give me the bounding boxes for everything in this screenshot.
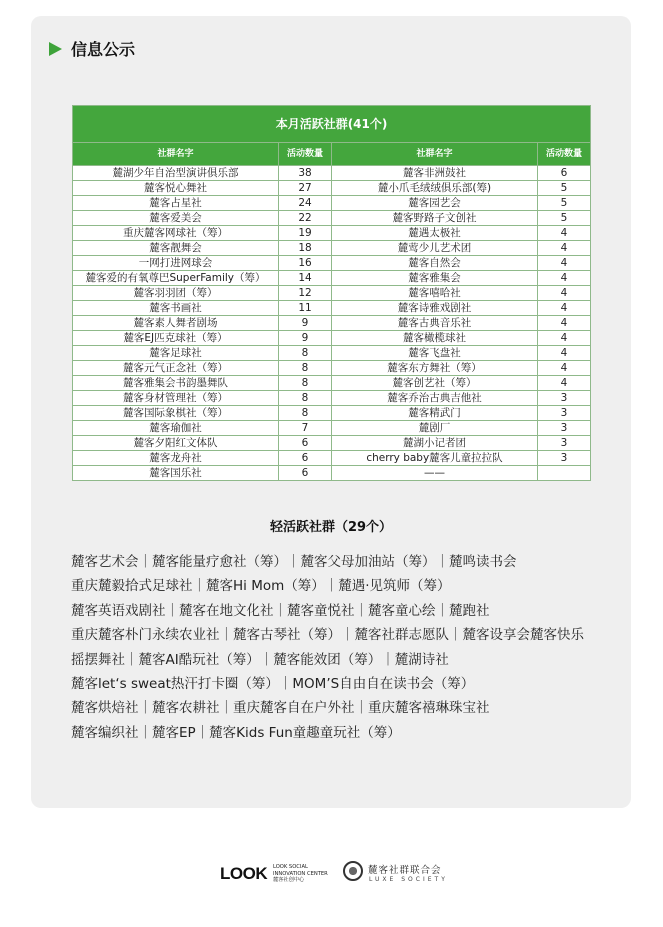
table-row	[73, 451, 591, 466]
activity-count-cell: 3	[538, 421, 591, 436]
activity-count-cell	[538, 466, 591, 481]
activity-count-cell: 5	[538, 181, 591, 196]
column-header: 社群名字	[332, 143, 538, 166]
table-row	[73, 286, 591, 301]
table-row	[73, 376, 591, 391]
activity-count-cell: 9	[279, 331, 332, 346]
activity-count-cell: 8	[279, 406, 332, 421]
club-name-cell: 麓客乔治古典吉他社	[332, 391, 538, 406]
column-header: 社群名字	[73, 143, 279, 166]
activity-count-cell: 5	[538, 211, 591, 226]
table-row	[73, 166, 591, 181]
table-row	[73, 346, 591, 361]
column-header: 活动数量	[538, 143, 591, 166]
club-name-cell: 麓客爱的有氧尊巴SuperFamily（筹）	[73, 271, 279, 286]
activity-count-cell: 6	[279, 451, 332, 466]
activity-count-cell: 24	[279, 196, 332, 211]
activity-count-cell: 8	[279, 391, 332, 406]
activity-count-cell: 3	[538, 436, 591, 451]
club-name-cell: 麓小爪毛绒绒俱乐部(筹)	[332, 181, 538, 196]
activity-count-cell: 6	[279, 466, 332, 481]
activity-count-cell: 9	[279, 316, 332, 331]
table-row	[73, 316, 591, 331]
activity-count-cell: 7	[279, 421, 332, 436]
activity-count-cell: 3	[538, 451, 591, 466]
club-name-cell: cherry baby麓客儿童拉拉队	[332, 451, 538, 466]
club-name-cell: 麓客创艺社（筹）	[332, 376, 538, 391]
info-card	[31, 16, 631, 808]
table-row	[73, 226, 591, 241]
club-name-cell: 麓客古典音乐社	[332, 316, 538, 331]
activity-count-cell: 38	[279, 166, 332, 181]
club-name-cell: 麓客非洲鼓社	[332, 166, 538, 181]
activity-count-cell: 5	[538, 196, 591, 211]
activity-count-cell: 8	[279, 361, 332, 376]
light-club-line: 重庆麓毅拾式足球社｜麓客Hi Mom（筹）｜麓遇·见筑师（筹）	[71, 578, 451, 595]
activity-count-cell: 18	[279, 241, 332, 256]
table-row	[73, 241, 591, 256]
table-row	[73, 196, 591, 211]
club-name-cell: 麓客飞盘社	[332, 346, 538, 361]
club-name-cell: 麓客悦心舞社	[73, 181, 279, 196]
activity-count-cell: 11	[279, 301, 332, 316]
club-name-cell: 麓客东方舞社（筹）	[332, 361, 538, 376]
activity-count-cell: 8	[279, 346, 332, 361]
club-name-cell: 麓客夕阳红文体队	[73, 436, 279, 451]
club-name-cell: 麓客国乐社	[73, 466, 279, 481]
activity-count-cell: 3	[538, 391, 591, 406]
light-club-line: 麓客编织社｜麓客EP｜麓客Kids Fun童趣童玩社（筹）	[71, 724, 401, 741]
club-name-cell: 麓客元气正念社（筹）	[73, 361, 279, 376]
luxe-name-en: LUXE SOCIETY	[369, 876, 448, 883]
table-row	[73, 466, 591, 481]
club-name-cell: 麓客瑜伽社	[73, 421, 279, 436]
activity-count-cell: 4	[538, 316, 591, 331]
look-logo: LOOK	[220, 864, 268, 883]
club-name-cell: 麓客野路子文创社	[332, 211, 538, 226]
club-name-cell: 麓客足球社	[73, 346, 279, 361]
section-title: 信息公示	[71, 40, 136, 59]
light-active-list	[71, 550, 595, 745]
club-name-cell: 麓客身材管理社（筹）	[73, 391, 279, 406]
look-subtitle: LOOK SOCIAL INNOVATION CENTER 麓客社创中心	[273, 864, 328, 883]
club-name-cell: 麓客嘻哈社	[332, 286, 538, 301]
light-club-line: 麓客英语戏剧社｜麓客在地文化社｜麓客童悦社｜麓客童心绘｜麓跑社	[71, 602, 490, 619]
activity-count-cell: 4	[538, 331, 591, 346]
table-row	[73, 391, 591, 406]
activity-count-cell: 27	[279, 181, 332, 196]
light-club-line: 麓客let‘s sweat热汗打卡圈（筹）｜MOM’S自由自在读书会（筹）	[71, 676, 475, 693]
activity-count-cell: 14	[279, 271, 332, 286]
club-name-cell: 重庆麓客网球社（筹）	[73, 226, 279, 241]
club-name-cell: 麓剧厂	[332, 421, 538, 436]
activity-count-cell: 4	[538, 376, 591, 391]
club-name-cell: 麓客EJ匹克球社（筹）	[73, 331, 279, 346]
club-name-cell: 麓湖少年自治型演讲俱乐部	[73, 166, 279, 181]
light-active-title: 轻活跃社群（29个）	[269, 520, 393, 535]
club-name-cell: 麓客靓舞会	[73, 241, 279, 256]
activity-count-cell: 4	[538, 301, 591, 316]
club-name-cell: 麓客橄榄球社	[332, 331, 538, 346]
light-club-line: 麓客艺术会｜麓客能量疗愈社（筹）｜麓客父母加油站（筹）｜麓鸣读书会	[71, 554, 517, 570]
column-header: 活动数量	[279, 143, 332, 166]
activity-count-cell: 12	[279, 286, 332, 301]
club-name-cell: 麓遇太极社	[332, 226, 538, 241]
club-name-cell: 麓莺少儿艺术团	[332, 241, 538, 256]
club-name-cell: 麓客雅集会书韵墨舞队	[73, 376, 279, 391]
table-row	[73, 271, 591, 286]
club-name-cell: 麓客雅集会	[332, 271, 538, 286]
table-row	[73, 211, 591, 226]
club-name-cell: 麓客园艺会	[332, 196, 538, 211]
activity-count-cell: 8	[279, 376, 332, 391]
light-club-line: 摇摆舞社｜麓客AI酷玩社（筹）｜麓客能效团（筹）｜麓湖诗社	[71, 651, 449, 668]
club-name-cell: 一网打进网球会	[73, 256, 279, 271]
table-row	[73, 301, 591, 316]
play-triangle-icon	[49, 42, 62, 56]
light-club-line: 重庆麓客朴门永续农业社｜麓客古琴社（筹）｜麓客社群志愿队｜麓客设享会麓客快乐	[71, 627, 584, 644]
active-clubs-table	[72, 105, 591, 481]
activity-count-cell: 4	[538, 361, 591, 376]
section-header	[49, 37, 135, 60]
luxe-name-cn: 麓客社群联合会	[368, 865, 442, 876]
club-name-cell: 麓客书画社	[73, 301, 279, 316]
club-name-cell: 麓客精武门	[332, 406, 538, 421]
club-name-cell: 麓客羽羽团（筹）	[73, 286, 279, 301]
club-name-cell: 麓客爱美会	[73, 211, 279, 226]
light-club-line: 麓客烘焙社｜麓客农耕社｜重庆麓客自在户外社｜重庆麓客禧琳珠宝社	[71, 700, 490, 717]
table-row	[73, 421, 591, 436]
table-row	[73, 256, 591, 271]
table-row	[73, 331, 591, 346]
table-title: 本月活跃社群(41个)	[73, 106, 591, 143]
table-row	[73, 181, 591, 196]
activity-count-cell: 16	[279, 256, 332, 271]
activity-count-cell: 6	[538, 166, 591, 181]
table-row	[73, 406, 591, 421]
activity-count-cell: 3	[538, 406, 591, 421]
activity-count-cell: 4	[538, 286, 591, 301]
activity-count-cell: 4	[538, 226, 591, 241]
club-name-cell: ——	[332, 466, 538, 481]
club-name-cell: 麓客国际象棋社（筹）	[73, 406, 279, 421]
activity-count-cell: 4	[538, 256, 591, 271]
club-name-cell: 麓客自然会	[332, 256, 538, 271]
club-name-cell: 麓湖小记者团	[332, 436, 538, 451]
club-name-cell: 麓客诗雅戏剧社	[332, 301, 538, 316]
activity-count-cell: 4	[538, 346, 591, 361]
activity-count-cell: 19	[279, 226, 332, 241]
club-name-cell: 麓客素人舞者剧场	[73, 316, 279, 331]
activity-count-cell: 4	[538, 241, 591, 256]
club-name-cell: 麓客龙舟社	[73, 451, 279, 466]
activity-count-cell: 6	[279, 436, 332, 451]
activity-count-cell: 22	[279, 211, 332, 226]
luxe-emblem-icon	[343, 861, 363, 881]
club-name-cell: 麓客占星社	[73, 196, 279, 211]
table-row	[73, 361, 591, 376]
table-row	[73, 436, 591, 451]
footer	[0, 858, 663, 892]
activity-count-cell: 4	[538, 271, 591, 286]
